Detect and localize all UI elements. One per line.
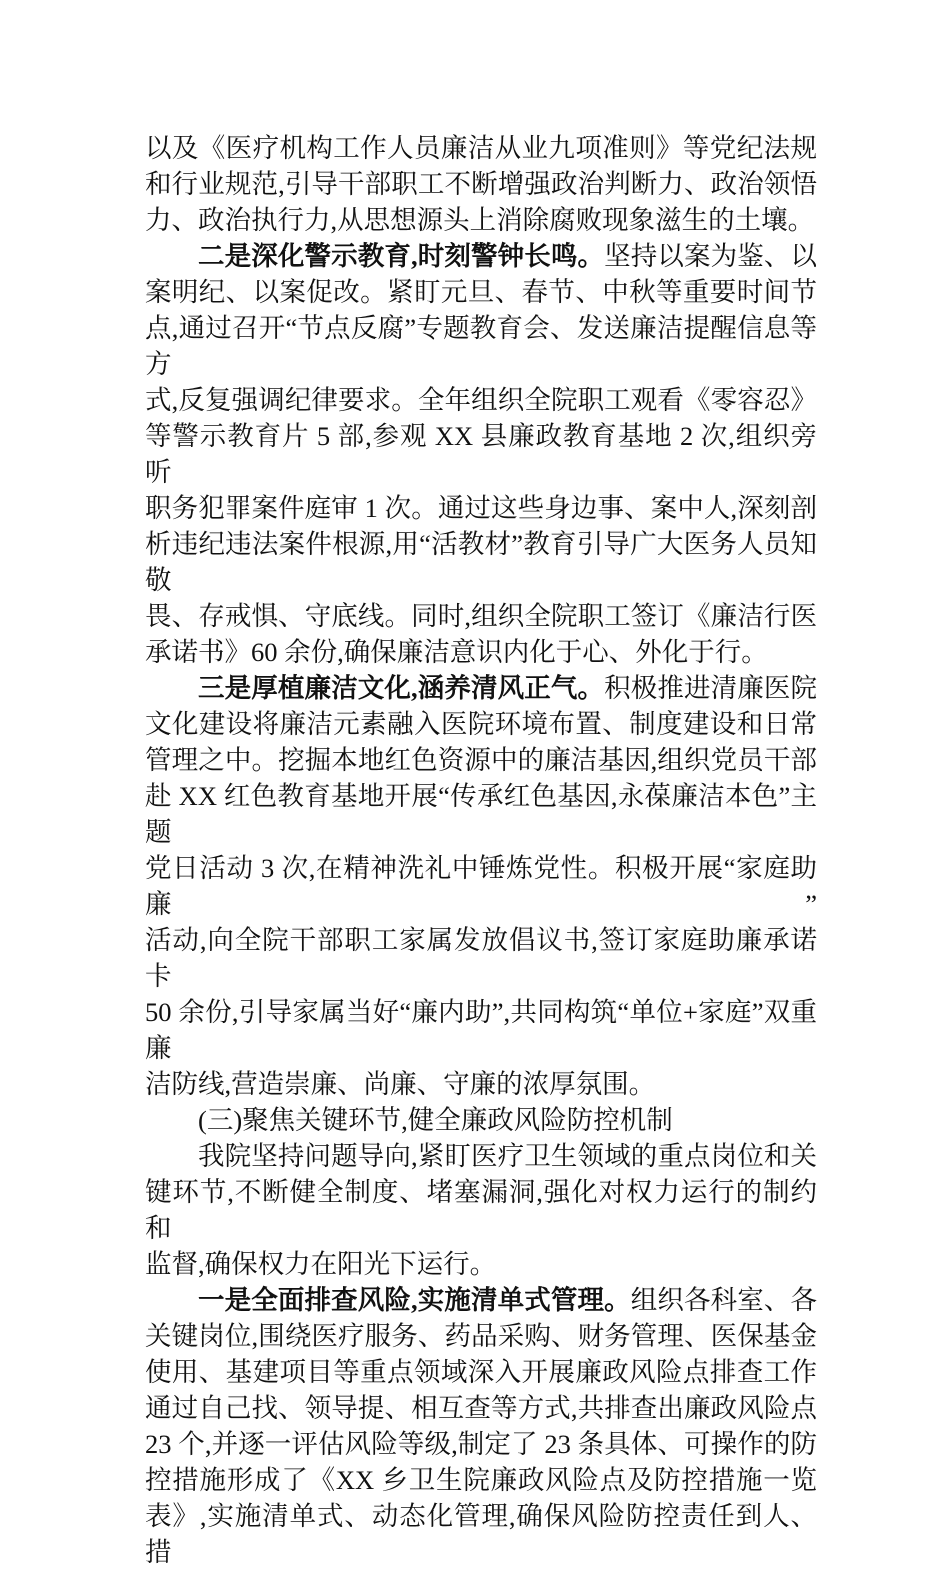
text-line [145, 202, 817, 238]
line-text: 表》,实施清单式、动态化管理,确保风险防控责任到人、措 [145, 1501, 817, 1567]
text-line [145, 1102, 817, 1138]
text-line [145, 526, 817, 598]
line-text: 式,反复强调纪律要求。全年组织全院职工观看《零容忍》 [145, 385, 817, 415]
line-text: 洁防线,营造崇廉、尚廉、守廉的浓厚氛围。 [145, 1069, 656, 1099]
text-line [145, 1354, 817, 1390]
line-text: 23 个,并逐一评估风险等级,制定了 23 条具体、可操作的防 [145, 1429, 817, 1459]
text-line [145, 850, 817, 922]
text-line [145, 922, 817, 994]
line-text: 承诺书》60 余份,确保廉洁意识内化于心、外化于行。 [145, 637, 768, 667]
text-line [145, 166, 817, 202]
bold-lead-heading: 一是全面排查风险,实施清单式管理。 [198, 1285, 631, 1315]
text-line [145, 130, 817, 166]
line-text: 职务犯罪案件庭审 1 次。通过这些身边事、案中人,深刻剖 [145, 493, 817, 523]
line-text: 使用、基建项目等重点领域深入开展廉政风险点排查工作 [145, 1357, 817, 1387]
text-line [145, 778, 817, 850]
text-line [145, 418, 817, 490]
line-text: 通过自己找、领导提、相互查等方式,共排查出廉政风险点 [145, 1393, 817, 1423]
text-line [145, 1318, 817, 1354]
text-line [145, 1282, 817, 1318]
line-text: 案明纪、以案促改。紧盯元旦、春节、中秋等重要时间节 [145, 277, 817, 307]
line-text: 积极推进清廉医院 [604, 673, 817, 703]
line-text: 赴 XX 红色教育基地开展“传承红色基因,永葆廉洁本色”主题 [145, 781, 817, 847]
text-line [145, 490, 817, 526]
text-line [145, 238, 817, 274]
text-line [145, 634, 817, 670]
text-line [145, 1174, 817, 1246]
line-text: 文化建设将廉洁元素融入医院环境布置、制度建设和日常 [145, 709, 817, 739]
line-text: 管理之中。挖掘本地红色资源中的廉洁基因,组织党员干部 [145, 745, 817, 775]
bold-lead-heading: 三是厚植廉洁文化,涵养清风正气。 [198, 673, 605, 703]
line-text: 组织各科室、各 [630, 1285, 817, 1315]
document-page [145, 130, 817, 1570]
text-line [145, 1426, 817, 1462]
text-line [145, 274, 817, 310]
text-line [145, 742, 817, 778]
line-text: 畏、存戒惧、守底线。同时,组织全院职工签订《廉洁行医 [145, 601, 817, 631]
line-text: 析违纪违法案件根源,用“活教材”教育引导广大医务人员知敬 [145, 529, 817, 595]
text-line [145, 310, 817, 382]
text-line [145, 1462, 817, 1498]
text-line [145, 382, 817, 418]
text-line [145, 706, 817, 742]
line-text: 键环节,不断健全制度、堵塞漏洞,强化对权力运行的制约和 [145, 1177, 817, 1243]
line-text: 以及《医疗机构工作人员廉洁从业九项准则》等党纪法规 [145, 133, 817, 163]
text-line [145, 1246, 817, 1282]
text-line [145, 994, 817, 1066]
line-text: 力、政治执行力,从思想源头上消除腐败现象滋生的土壤。 [145, 205, 815, 235]
line-text: 坚持以案为鉴、以 [604, 241, 817, 271]
text-line [145, 1390, 817, 1426]
line-text: 点,通过召开“节点反腐”专题教育会、发送廉洁提醒信息等方 [145, 313, 817, 379]
line-text: 等警示教育片 5 部,参观 XX 县廉政教育基地 2 次,组织旁听 [145, 421, 817, 487]
line-text: 我院坚持问题导向,紧盯医疗卫生领域的重点岗位和关 [198, 1141, 817, 1171]
line-text: 监督,确保权力在阳光下运行。 [145, 1249, 497, 1279]
line-text: 活动,向全院干部职工家属发放倡议书,签订家庭助廉承诺卡 [145, 925, 817, 991]
text-line [145, 1066, 817, 1102]
line-text: 控措施形成了《XX 乡卫生院廉政风险点及防控措施一览 [145, 1465, 817, 1495]
line-text: 50 余份,引导家属当好“廉内助”,共同构筑“单位+家庭”双重廉 [145, 997, 817, 1063]
text-line [145, 598, 817, 634]
text-line [145, 670, 817, 706]
text-line [145, 1498, 817, 1570]
bold-lead-heading: 二是深化警示教育,时刻警钟长鸣。 [198, 241, 605, 271]
line-text: 和行业规范,引导干部职工不断增强政治判断力、政治领悟 [145, 169, 817, 199]
line-text: 党日活动 3 次,在精神洗礼中锤炼党性。积极开展“家庭助廉” [145, 853, 817, 919]
text-line [145, 1138, 817, 1174]
line-text: 关键岗位,围绕医疗服务、药品采购、财务管理、医保基金 [145, 1321, 817, 1351]
line-text: (三)聚焦关键环节,健全廉政风险防控机制 [198, 1105, 673, 1135]
